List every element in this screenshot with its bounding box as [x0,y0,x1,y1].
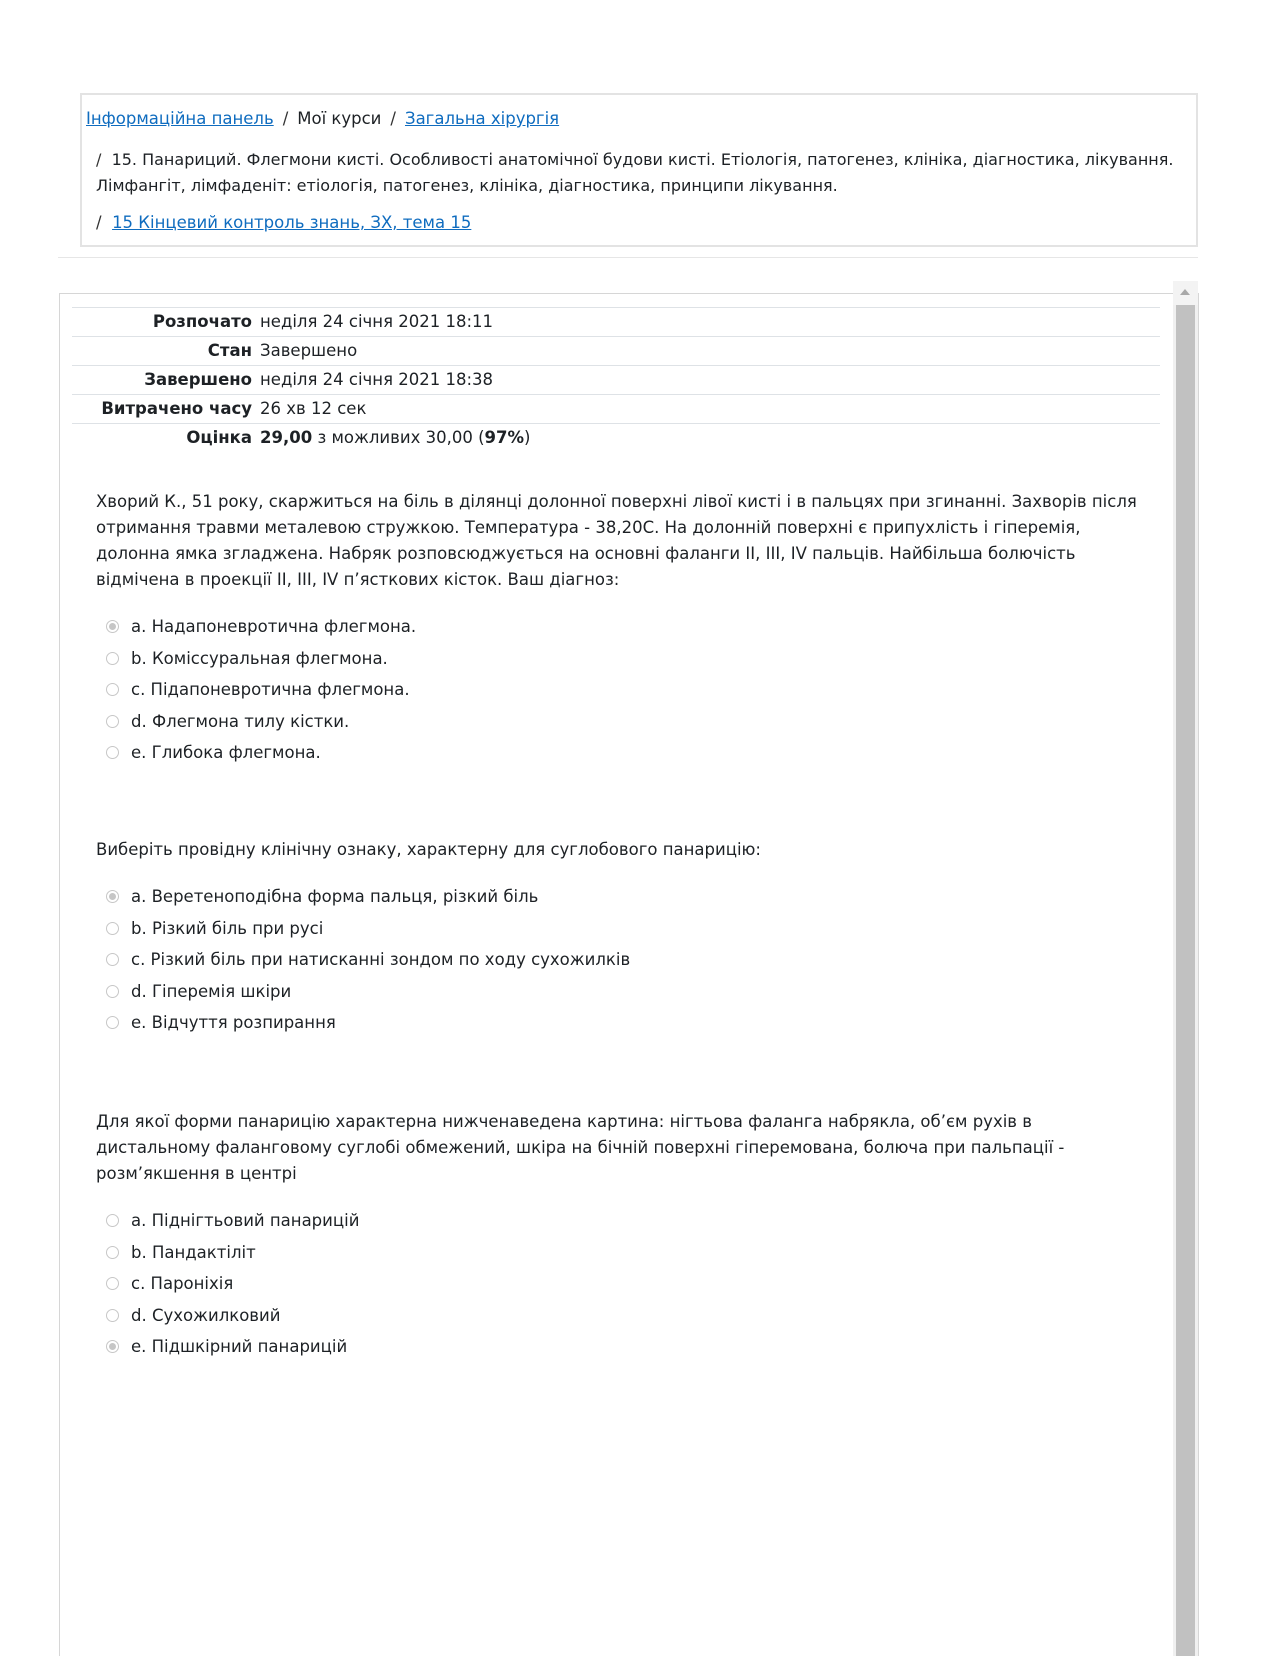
grade-score: 29,00 [260,428,313,447]
answer-option[interactable] [96,1337,1146,1369]
breadcrumb-section [96,147,1186,199]
answer-label: b. Пандактіліт [131,1242,256,1262]
answer-label: a. Піднігтьовий панарицій [131,1211,360,1230]
summary-value: неділя 24 січня 2021 18:38 [260,370,494,389]
breadcrumb-separator: / [390,109,396,128]
answer-list [96,617,1146,775]
breadcrumb-separator: / [282,109,289,128]
attempt-summary-table [72,307,1160,452]
summary-label: Розпочато [152,312,252,331]
answer-label: a. Веретеноподібна форма пальця, різкий біль [131,887,539,906]
grade-label: Оцінка [186,428,252,447]
answer-label: e. Глибока флегмона. [131,743,321,762]
answer-option[interactable] [96,982,1146,1014]
question-text: Виберіть провідну клінічну ознаку, характерну для суглобового панарицію: [96,840,761,859]
answer-label: c. Різкий біль при натисканні зондом по ходу сухожилків [131,950,631,969]
answer-option[interactable] [96,1013,1146,1045]
answer-option[interactable] [96,1274,1146,1306]
answer-option[interactable] [96,1243,1146,1275]
breadcrumb-dashboard-link[interactable]: Інформаційна панель [86,109,274,128]
radio-button[interactable] [106,1277,119,1290]
grade-end: ) [524,428,531,447]
answer-option[interactable] [96,1211,1146,1243]
breadcrumb-course-link[interactable]: Загальна хірургія [404,109,560,128]
breadcrumb-quiz [96,213,471,232]
breadcrumb [80,93,1198,247]
answer-label: e. Підшкірний панарицій [131,1337,348,1356]
radio-button[interactable] [106,922,119,935]
summary-label: Завершено [144,370,252,389]
radio-button[interactable] [106,1214,119,1227]
arrow-up-icon [1180,289,1190,295]
answer-option[interactable] [96,617,1146,649]
answer-option[interactable] [96,712,1146,744]
question-text: Для якої форми панарицію характерна нижченаведена картина: нігтьова фаланга набрякла, об’єм рухів в дистальному фаланговому суглобі обмежений, шкіра на бічній поверхні гіперемована, болюча при пальпації - розм’якшення в центрі [96,1112,1065,1183]
summary-label: Витрачено часу [101,399,252,418]
breadcrumb-section-title: 15. Панариций. Флегмони кисті. Особливості анатомічної будови кисті. Етіологія, патогенез, клініка, діагностика, лікування. Лімфангіт, лімфаденіт: етіологія, патогенез, клініка, діагностика, принципи лікування. [96,150,1174,195]
answer-option[interactable] [96,743,1146,775]
answer-label: d. Сухожилковий [131,1305,281,1325]
radio-button[interactable] [106,953,119,966]
summary-value: неділя 24 січня 2021 18:11 [260,312,494,331]
answer-option[interactable] [96,649,1146,681]
summary-row [72,365,1160,394]
scroll-up-button[interactable] [1173,281,1198,305]
answer-option[interactable] [96,1306,1146,1338]
answer-label: b. Коміссуральная флегмона. [131,648,388,668]
answer-label: b. Різкий біль при русі [131,918,324,938]
summary-row [72,336,1160,365]
answer-label: d. Флегмона тилу кістки. [131,711,350,731]
grade-value [260,428,530,447]
radio-button[interactable] [106,715,119,728]
summary-value: Завершено [260,341,358,360]
grade-middle: з можливих 30,00 ( [312,428,485,447]
answer-option[interactable] [96,680,1146,712]
summary-value: 26 хв 12 сек [260,399,367,418]
radio-button[interactable] [106,890,119,903]
question-1 [96,489,1146,775]
summary-row-grade [72,423,1160,452]
answer-label: e. Відчуття розпирання [131,1013,336,1032]
radio-button[interactable] [106,1016,119,1029]
radio-button[interactable] [106,1246,119,1259]
answer-option[interactable] [96,919,1146,951]
question-2 [96,837,1146,1045]
question-3 [96,1109,1146,1369]
answer-label: d. Гіперемія шкіри [131,981,292,1001]
summary-row [72,394,1160,423]
radio-button[interactable] [106,620,119,633]
breadcrumb-my-courses: Мої курси [297,109,382,128]
radio-button[interactable] [106,683,119,696]
scroll-thumb[interactable] [1176,305,1195,1656]
breadcrumb-quiz-link[interactable]: 15 Кінцевий контроль знань, ЗХ, тема 15 [112,213,472,232]
scrollbar[interactable] [1173,281,1198,1656]
breadcrumb-separator: / [96,150,102,169]
answer-option[interactable] [96,887,1146,919]
answer-label: c. Пароніхія [131,1274,234,1293]
radio-button[interactable] [106,746,119,759]
radio-button[interactable] [106,652,119,665]
breadcrumb-row [86,109,559,128]
question-text: Хворий К., 51 року, скаржиться на біль в ділянці долонної поверхні лівої кисті і в пальцях при згинанні. Захворів після отримання травми металевою стружкою. Температура - 38,20С. На долонній поверхні є припухлість і гіперемія, долонна ямка згладжена. Набряк розповсюджується на основні фаланги II, III, IV пальців. Найбільша болючість відмічена в проекції II, III, IV п’ясткових кісток. Ваш діагноз: [96,492,1137,589]
summary-row [72,307,1160,336]
divider [58,257,1198,258]
grade-percent: 97% [484,428,525,447]
answer-label: a. Надапоневротична флегмона. [131,617,417,636]
answer-list [96,887,1146,1045]
answer-label: c. Підапоневротична флегмона. [131,680,410,699]
radio-button[interactable] [106,1309,119,1322]
radio-button[interactable] [106,1340,119,1353]
breadcrumb-separator: / [96,213,102,232]
radio-button[interactable] [106,985,119,998]
summary-label: Стан [207,341,252,360]
answer-list [96,1211,1146,1369]
answer-option[interactable] [96,950,1146,982]
